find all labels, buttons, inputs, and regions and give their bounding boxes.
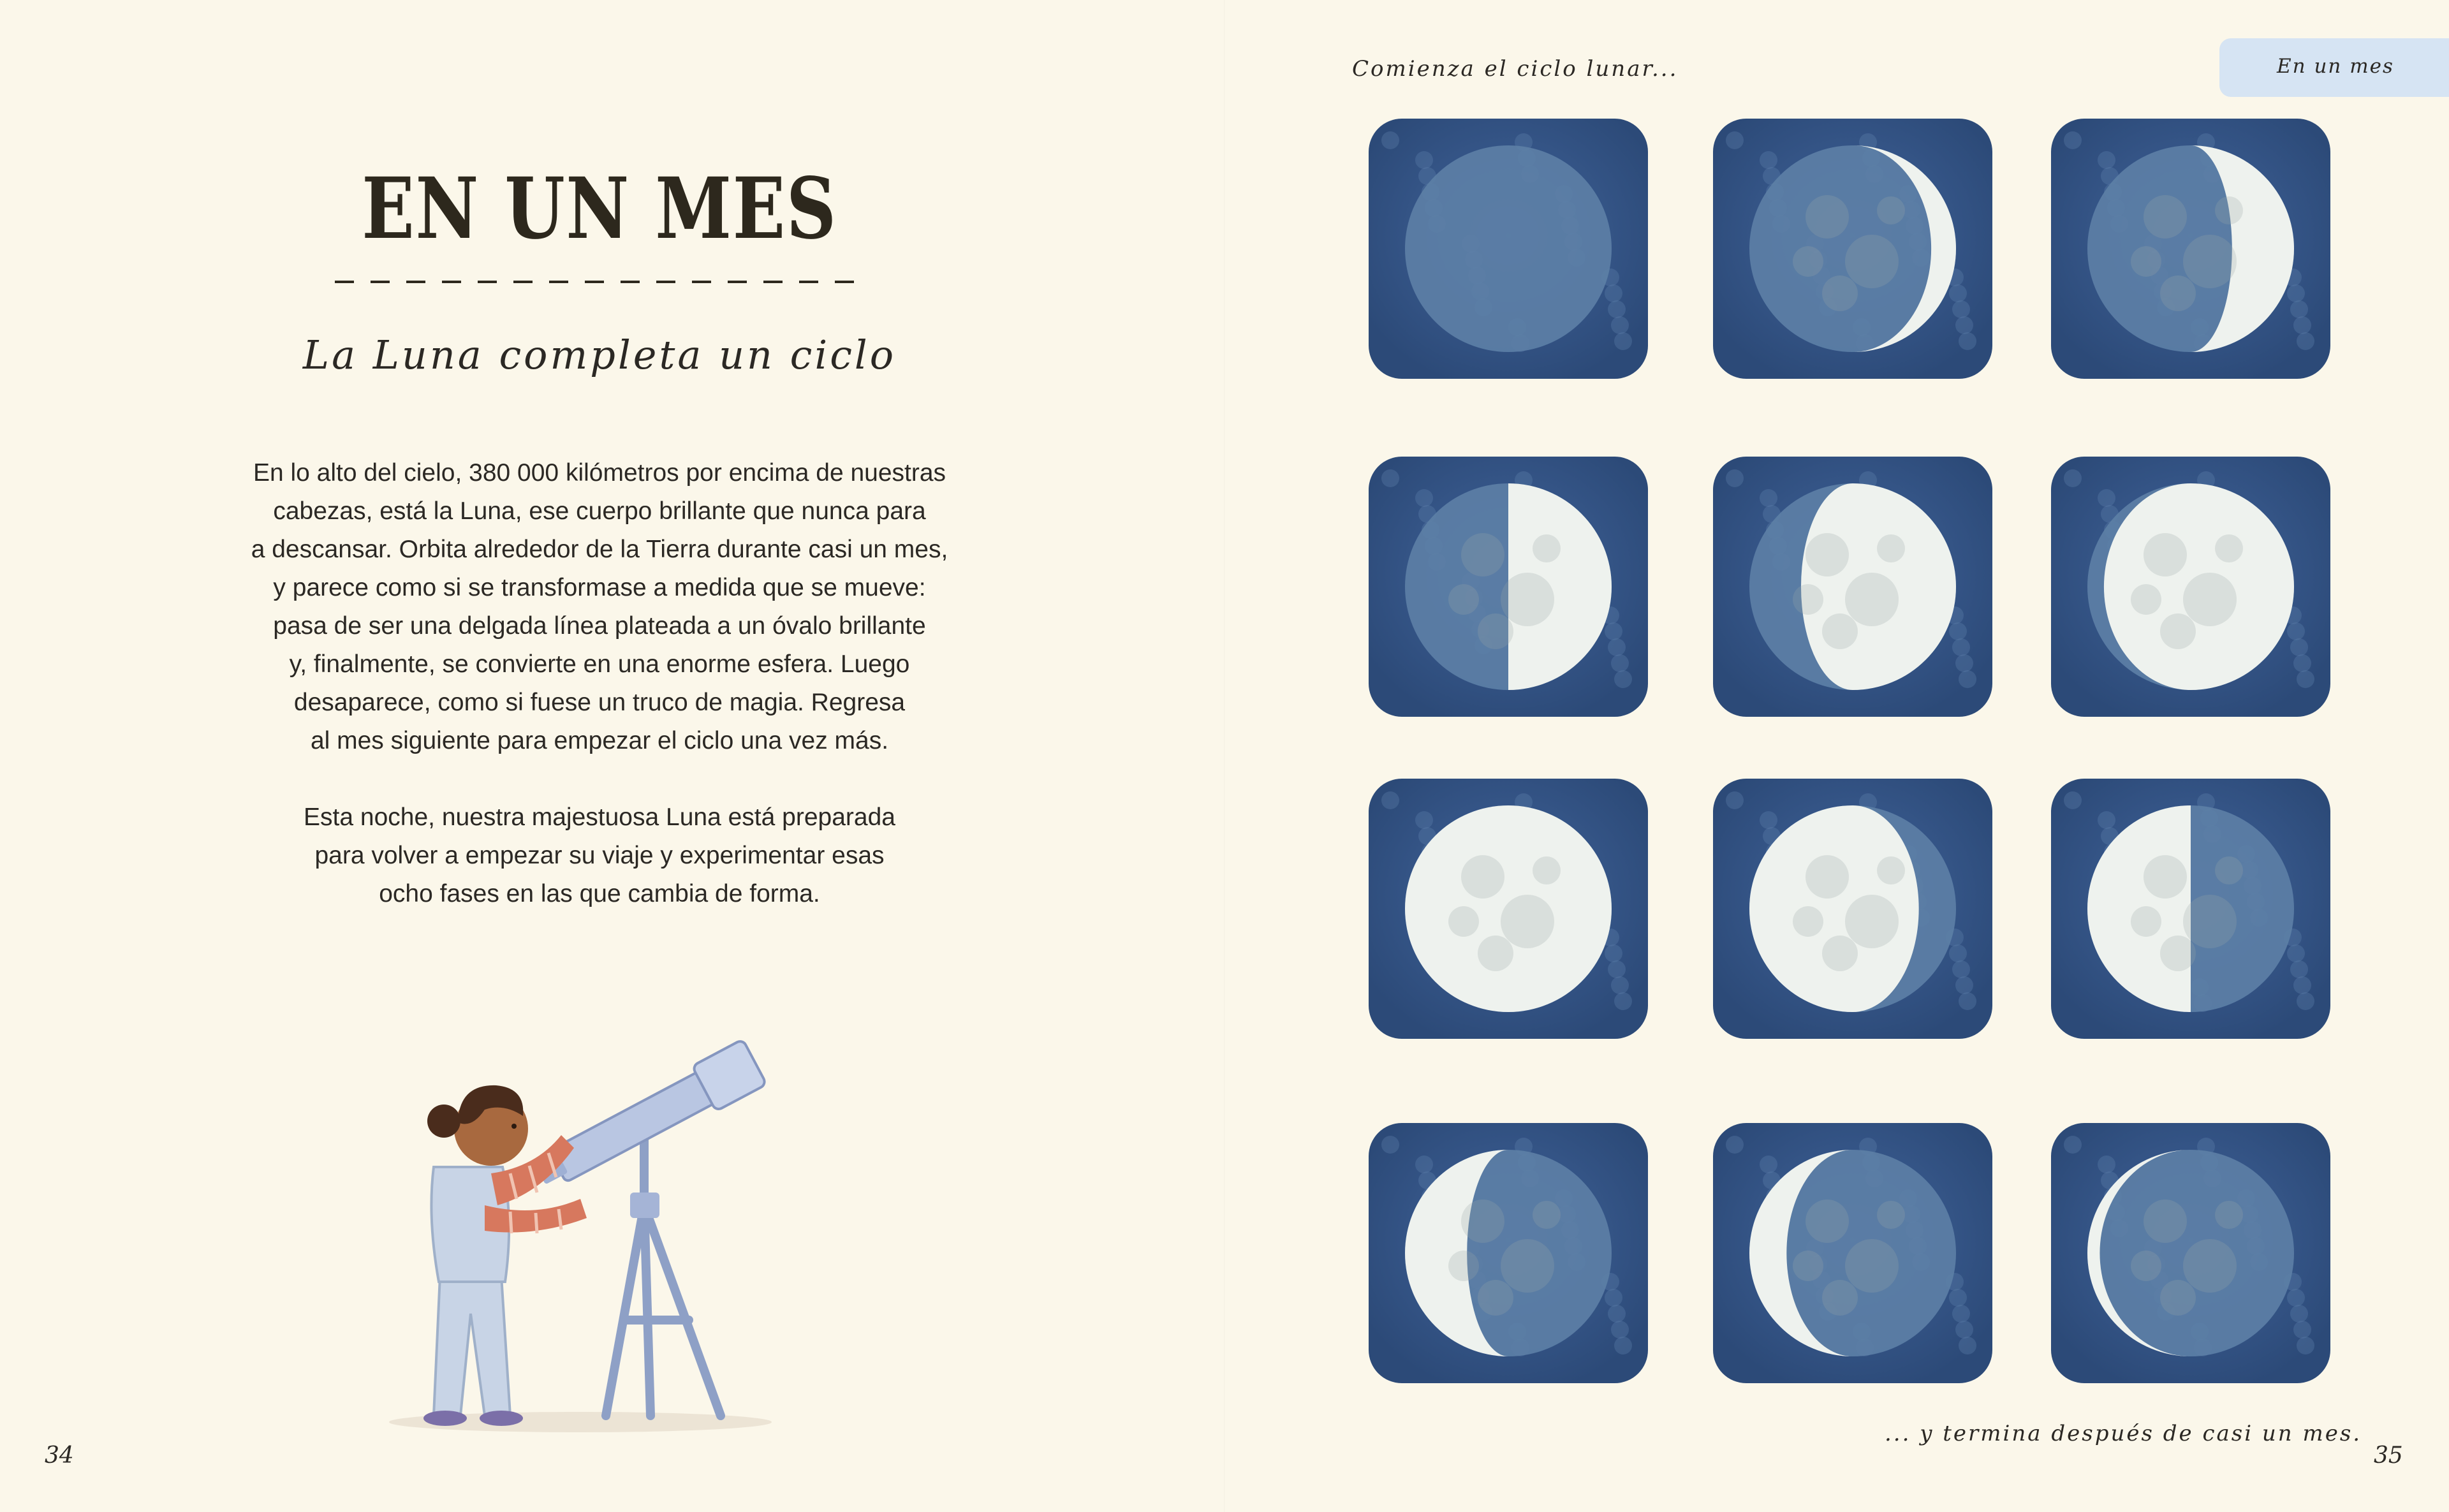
moon-phase-waning-crescent (1709, 1119, 1996, 1387)
moon-phase-new-moon (1365, 115, 1652, 383)
moon-phase-tile (1709, 115, 1996, 383)
moon-phase-waxing-gibbous (1709, 453, 1996, 721)
moon-phase-tile (1709, 453, 1996, 721)
text-line: y parece como si se transformase a medida que se mueve: (273, 574, 926, 601)
moon-phase-tile (2047, 1119, 2334, 1387)
page-title: EN UN MES (362, 159, 837, 258)
moon-phase-waning-gibbous (1709, 775, 1996, 1043)
moon-phase-tile (2047, 115, 2334, 383)
text-line: ocho fases en las que cambia de forma. (379, 880, 820, 907)
caption-top: Comienza el ciclo lunar... (1352, 56, 1679, 82)
text-line: Esta noche, nuestra majestuosa Luna está preparada (304, 804, 895, 831)
text-line: y, finalmente, se convierte en una enorme esfera. Luego (289, 650, 910, 678)
moon-phase-waxing-crescent (1709, 115, 1996, 383)
moon-phase-waxing-gibbous (2047, 453, 2334, 721)
page-number-left: 34 (45, 1442, 74, 1469)
title-dashed-divider (332, 275, 861, 288)
text-line: al mes siguiente para empezar el ciclo una vez más. (310, 727, 889, 754)
moon-phase-last-quarter (2047, 775, 2334, 1043)
moon-phase-waning-crescent (1365, 1119, 1652, 1387)
moon-phase-tile (1709, 775, 1996, 1043)
moon-phase-full-moon (1365, 775, 1652, 1043)
page-number-right: 35 (2374, 1442, 2403, 1469)
paragraph-1 (191, 454, 1008, 760)
text-line: desaparece, como si fuese un truco de magia. Regresa (293, 689, 906, 716)
moon-phase-tile (2047, 453, 2334, 721)
chapter-tab-label: En un mes (2277, 55, 2394, 78)
text-line: a descansar. Orbita alrededor de la Tierra durante casi un mes, (251, 536, 948, 563)
moon-phase-tile (1365, 1119, 1652, 1387)
moon-phase-tile (1365, 453, 1652, 721)
moon-phase-waning-crescent (2047, 1119, 2334, 1387)
moon-phase-first-quarter (1365, 453, 1652, 721)
body-text (191, 454, 1008, 951)
moon-phase-tile (1365, 775, 1652, 1043)
text-line: para volver a empezar su viaje y experimentar esas (314, 842, 885, 869)
caption-bottom: ... y termina después de casi un mes. (1885, 1421, 2362, 1446)
moon-phase-tile (2047, 775, 2334, 1043)
moon-phase-waxing-crescent (2047, 115, 2334, 383)
page-subtitle: La Luna completa un ciclo (302, 332, 897, 378)
text-line: cabezas, está la Luna, ese cuerpo brillante que nunca para (273, 497, 926, 525)
child-telescope-illustration (389, 976, 848, 1435)
text-line: En lo alto del cielo, 380 000 kilómetros por encima de nuestras (253, 459, 946, 487)
moon-phase-tile (1709, 1119, 1996, 1387)
paragraph-2 (191, 798, 1008, 913)
text-line: pasa de ser una delgada línea plateada a un óvalo brillante (273, 612, 926, 640)
book-gutter (1224, 0, 1225, 1512)
moon-phase-tile (1365, 115, 1652, 383)
